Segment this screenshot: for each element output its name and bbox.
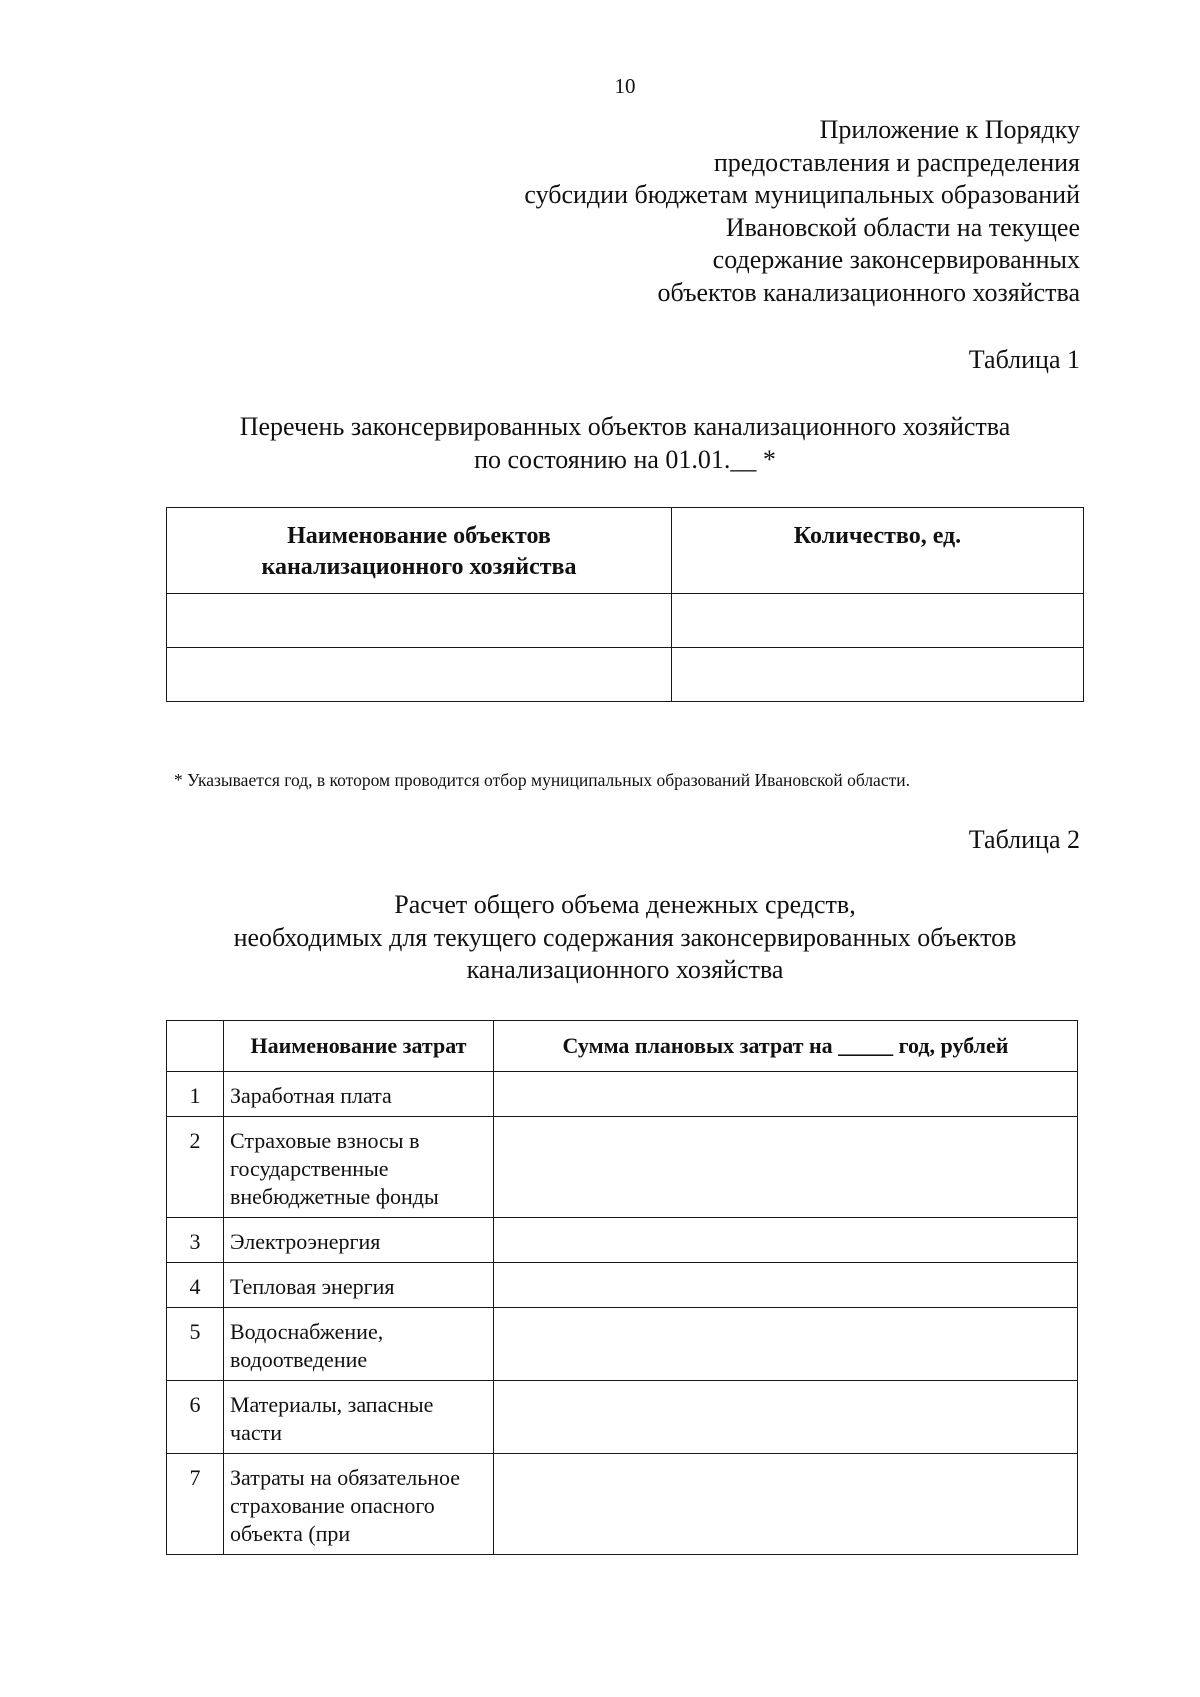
header-object-name: [167, 508, 672, 594]
table-1-caption: [0, 411, 1200, 476]
table-row: [167, 1454, 1078, 1555]
header-quantity: Количество, ед.: [672, 508, 1084, 594]
header-object-name-line1: Наименование объектов: [287, 523, 551, 549]
objects-table: [166, 507, 1084, 702]
table-header-row: [167, 1021, 1078, 1072]
table-1-caption-line: по состоянию на 01.01.__ *: [474, 444, 776, 474]
table-row: [167, 1117, 1078, 1218]
table-row: [167, 1263, 1078, 1308]
cost-name: Заработная плата: [224, 1072, 494, 1117]
row-number: 6: [167, 1381, 224, 1454]
appendix-line: субсидии бюджетам муниципальных образований: [524, 180, 1080, 210]
table-1-caption-line: Перечень законсервированных объектов канализационного хозяйства: [239, 412, 1011, 441]
sum-cell[interactable]: [494, 1454, 1078, 1555]
header-object-name-line2: канализационного хозяйства: [261, 554, 577, 580]
cost-name: Страховые взносы в государственные внебюджетные фонды: [224, 1117, 494, 1218]
row-number: 4: [167, 1263, 224, 1308]
appendix-line: содержание законсервированных: [712, 245, 1080, 275]
appendix-line: Ивановской области на текущее: [725, 212, 1080, 242]
table-row: [167, 1308, 1078, 1381]
row-number: 7: [167, 1454, 224, 1555]
cost-name: Электроэнергия: [224, 1218, 494, 1263]
table-row: [167, 594, 1084, 648]
table-row: [167, 1218, 1078, 1263]
cost-name: Водоснабжение, водоотведение: [224, 1308, 494, 1381]
appendix-line: Приложение к Порядку: [819, 115, 1080, 144]
appendix-line: объектов канализационного хозяйства: [657, 277, 1080, 307]
table-2-caption-line: необходимых для текущего содержания законсервированных объектов: [233, 922, 1017, 952]
table-2-caption-line: Расчет общего объема денежных средств,: [394, 890, 856, 919]
object-name-cell[interactable]: [167, 594, 672, 648]
header-number: [167, 1021, 224, 1072]
row-number: 5: [167, 1308, 224, 1381]
table-row: [167, 1072, 1078, 1117]
table-2-label: Таблица 2: [968, 825, 1080, 854]
sum-cell[interactable]: [494, 1072, 1078, 1117]
sum-cell[interactable]: [494, 1381, 1078, 1454]
table-2-caption-line: канализационного хозяйства: [466, 955, 784, 984]
sum-cell[interactable]: [494, 1263, 1078, 1308]
table-row: [167, 648, 1084, 702]
quantity-cell[interactable]: [672, 594, 1084, 648]
costs-table: [166, 1020, 1078, 1555]
sum-cell[interactable]: [494, 1117, 1078, 1218]
table-1-label: Таблица 1: [968, 345, 1080, 374]
appendix-line: предоставления и распределения: [713, 147, 1080, 177]
cost-name: Тепловая энергия: [224, 1263, 494, 1308]
object-name-cell[interactable]: [167, 648, 672, 702]
row-number: 1: [167, 1072, 224, 1117]
page-number: 10: [614, 74, 636, 98]
row-number: 2: [167, 1117, 224, 1218]
header-planned-sum: Сумма плановых затрат на _____ год, рублей: [494, 1021, 1078, 1072]
table-2-caption: [0, 889, 1200, 987]
appendix-heading: [524, 114, 1080, 310]
table-row: [167, 1381, 1078, 1454]
table-header-row: [167, 508, 1084, 594]
cost-name: Материалы, запасные части: [224, 1381, 494, 1454]
cost-name: Затраты на обязательное страхование опасного объекта (при: [224, 1454, 494, 1555]
sum-cell[interactable]: [494, 1218, 1078, 1263]
footnote: * Указывается год, в котором проводится отбор муниципальных образований Ивановской области.: [174, 770, 910, 790]
row-number: 3: [167, 1218, 224, 1263]
quantity-cell[interactable]: [672, 648, 1084, 702]
header-cost-name: Наименование затрат: [224, 1021, 494, 1072]
sum-cell[interactable]: [494, 1308, 1078, 1381]
